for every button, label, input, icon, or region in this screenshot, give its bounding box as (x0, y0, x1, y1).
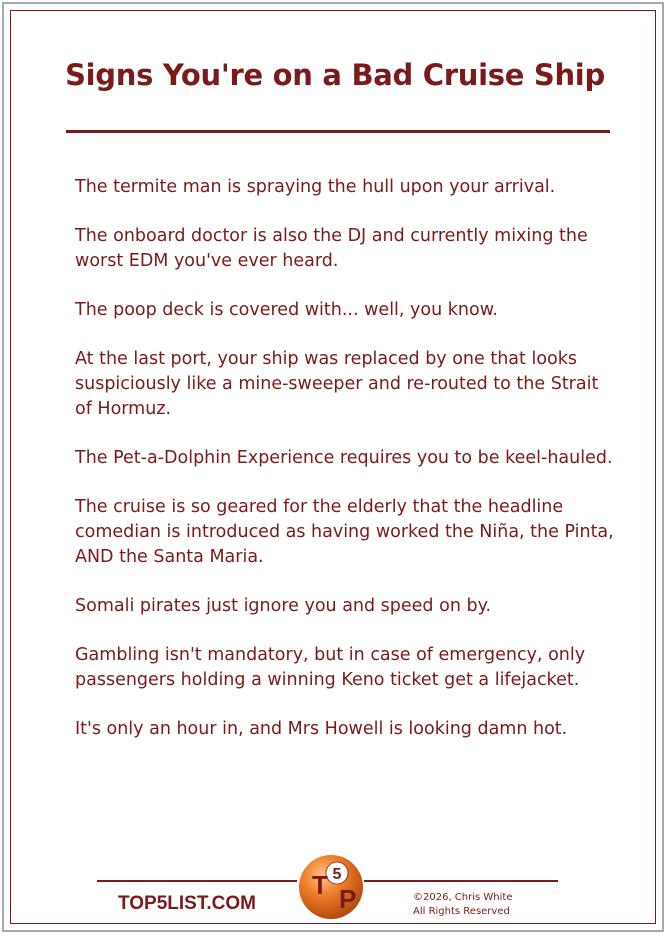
footer-divider-right (364, 880, 558, 882)
copyright-line-1: ©2026, Chris White (413, 892, 513, 903)
page-title: Signs You're on a Bad Cruise Ship (65, 58, 605, 92)
logo-number: 5 (332, 866, 342, 883)
list-item: Gambling isn't mandatory, but in case of emergency, only passengers holding a winning Keno ticket get a lifejacket. (75, 645, 586, 690)
copyright-line-2: All Rights Reserved (413, 906, 510, 917)
logo-letter-t: T (312, 870, 328, 900)
list-item: The termite man is spraying the hull upon your arrival. (75, 177, 556, 197)
list-item: The cruise is so geared for the elderly that the headline comedian is introduced as having worked the Niña, the Pinta, AND the Santa Maria. (75, 497, 614, 567)
list-item: The onboard doctor is also the DJ and currently mixing the worst EDM you've ever heard. (75, 226, 588, 271)
list-item: At the last port, your ship was replaced by one that looks suspiciously like a mine-sweeper and re-routed to the Strait of Hormuz. (75, 349, 599, 419)
footer-divider-left (97, 880, 297, 882)
list-item: Somali pirates just ignore you and speed on by. (75, 596, 492, 616)
site-name: TOP5LIST.COM (118, 893, 256, 914)
logo-letter-p: P (339, 884, 357, 914)
top-list (75, 175, 620, 766)
top5-logo-icon (295, 850, 367, 922)
title-divider (66, 130, 610, 133)
copyright (413, 891, 512, 919)
list-item: The poop deck is covered with... well, you know. (75, 300, 498, 320)
list-item: It's only an hour in, and Mrs Howell is looking damn hot. (75, 719, 568, 739)
list-item: The Pet-a-Dolphin Experience requires you to be keel-hauled. (75, 448, 613, 468)
